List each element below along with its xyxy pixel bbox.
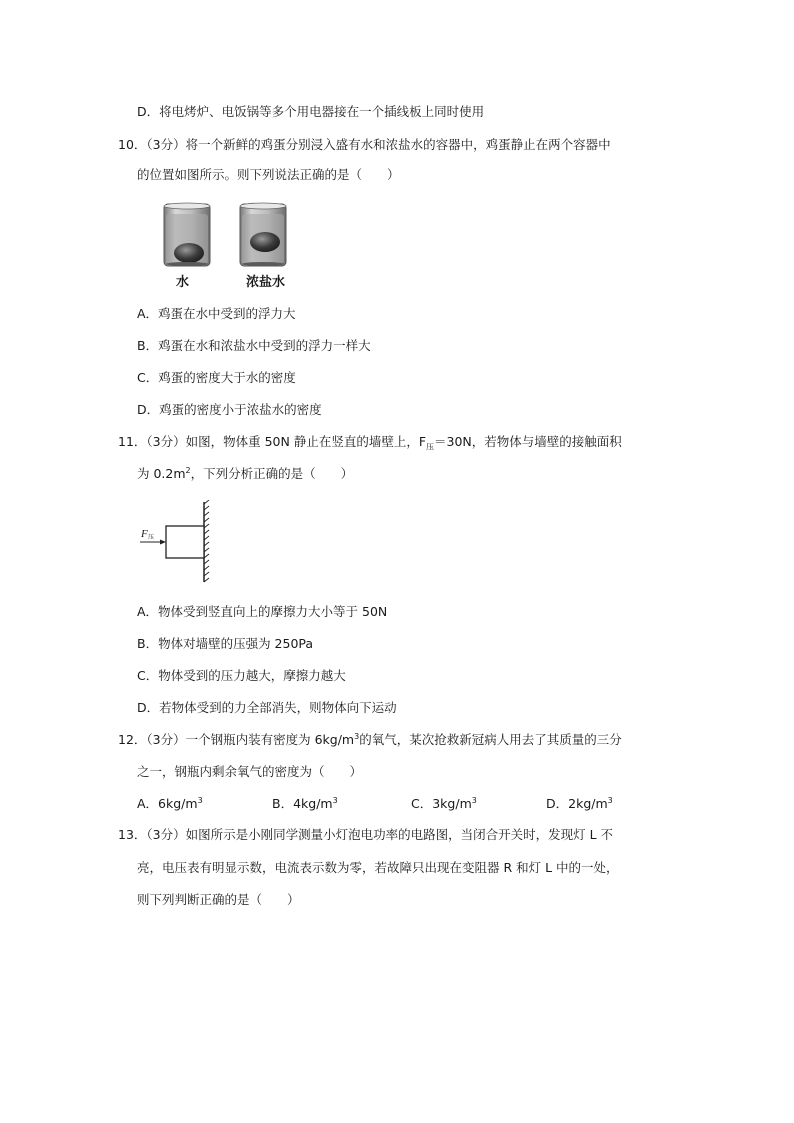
beaker-brine	[240, 203, 286, 266]
q12-option-c: C．$3kg/m^3$	[411, 795, 477, 811]
q13-stem-text: 如图所示是小刚同学测量小灯泡电功率的电路图，当闭合开关时，发现灯 L 不	[185, 827, 614, 842]
q10-stem-line1	[118, 136, 611, 154]
q9-option-d: D．将电烤炉、电饭锅等多个用电器接在一个插线板上同时使用	[137, 104, 485, 119]
q12-stem-line1	[118, 731, 622, 749]
q11-stem-line2	[137, 465, 353, 483]
q12-stem-text-2: 的氧气，某次抢救新冠病人用去了其质量的三分	[359, 732, 622, 747]
q10-option-b: B．鸡蛋在水和浓盐水中受到的浮力一样大	[137, 338, 371, 353]
q11-area-sup: 2	[185, 465, 191, 475]
q11-option-b: B．物体对墙壁的压强为 250Pa	[137, 636, 314, 651]
q11-stem-text-1: 如图，物体重 50N 静止在竖直的墙壁上，F	[185, 434, 427, 449]
q11-option-d: D．若物体受到的力全部消失，则物体向下运动	[137, 700, 397, 715]
q12-number: 12．	[118, 732, 147, 747]
beaker-water	[164, 203, 210, 266]
q12-score: （3分）	[146, 732, 186, 747]
q10-score: （3分）	[146, 137, 186, 152]
q11-stem-line1	[118, 433, 622, 451]
q11-stem-text-3: ，下列分析正确的是（ ）	[190, 466, 354, 481]
object-block	[166, 526, 204, 558]
q10-option-d: D．鸡蛋的密度小于浓盐水的密度	[137, 402, 322, 417]
q11-score: （3分）	[146, 434, 186, 449]
egg-sunk	[174, 243, 204, 263]
beaker-figure	[140, 200, 320, 270]
q11-force-subscript: 压	[426, 442, 435, 452]
q13-stem-line2: 亮，电压表有明显示数，电流表示数为零，若故障只出现在变阻器 R 和灯 L 中的一处，	[137, 860, 619, 875]
q11-area-text: 为 0.2m	[137, 466, 186, 481]
q10-option-c: C．鸡蛋的密度大于水的密度	[137, 370, 296, 385]
q10-option-a: A．鸡蛋在水中受到的浮力大	[137, 306, 296, 321]
force-label-sub: 压	[148, 535, 155, 541]
force-label: F	[141, 528, 148, 540]
q12-stem-line2: 之一，钢瓶内剩余氧气的密度为（ ）	[137, 764, 363, 779]
q12-option-a: A．$6kg/m^3$	[137, 795, 203, 811]
q13-number: 13．	[118, 827, 147, 842]
beaker-label-water: 水	[176, 275, 190, 290]
q12-option-d: D．$2kg/m^3$	[546, 795, 613, 811]
q13-stem-line1	[118, 826, 613, 844]
q10-stem-line2: 的位置如图所示。则下列说法正确的是（ ）	[137, 167, 400, 182]
q12-option-b: B．$4kg/m^3$	[272, 795, 338, 811]
q12-stem-sup: 3	[354, 731, 360, 741]
q10-stem-text: 将一个新鲜的鸡蛋分别浸入盛有水和浓盐水的容器中，鸡蛋静止在两个容器中	[185, 137, 611, 152]
q11-stem-text-2: ＝30N，若物体与墙壁的接触面积	[434, 434, 622, 449]
q11-option-a: A．物体受到竖直向上的摩擦力大小等于 50N	[137, 604, 388, 619]
q13-stem-line3: 则下列判断正确的是（ ）	[137, 892, 300, 907]
q11-option-c: C．物体受到的压力越大，摩擦力越大	[137, 668, 346, 683]
q10-number: 10．	[118, 137, 147, 152]
q13-score: （3分）	[146, 827, 186, 842]
egg-floating	[250, 232, 280, 252]
q11-number: 11．	[118, 434, 147, 449]
wall-force-figure	[138, 500, 218, 586]
beaker-label-brine: 浓盐水	[246, 275, 286, 290]
q12-stem-text-1: 一个钢瓶内装有密度为 6kg/m	[185, 732, 355, 747]
